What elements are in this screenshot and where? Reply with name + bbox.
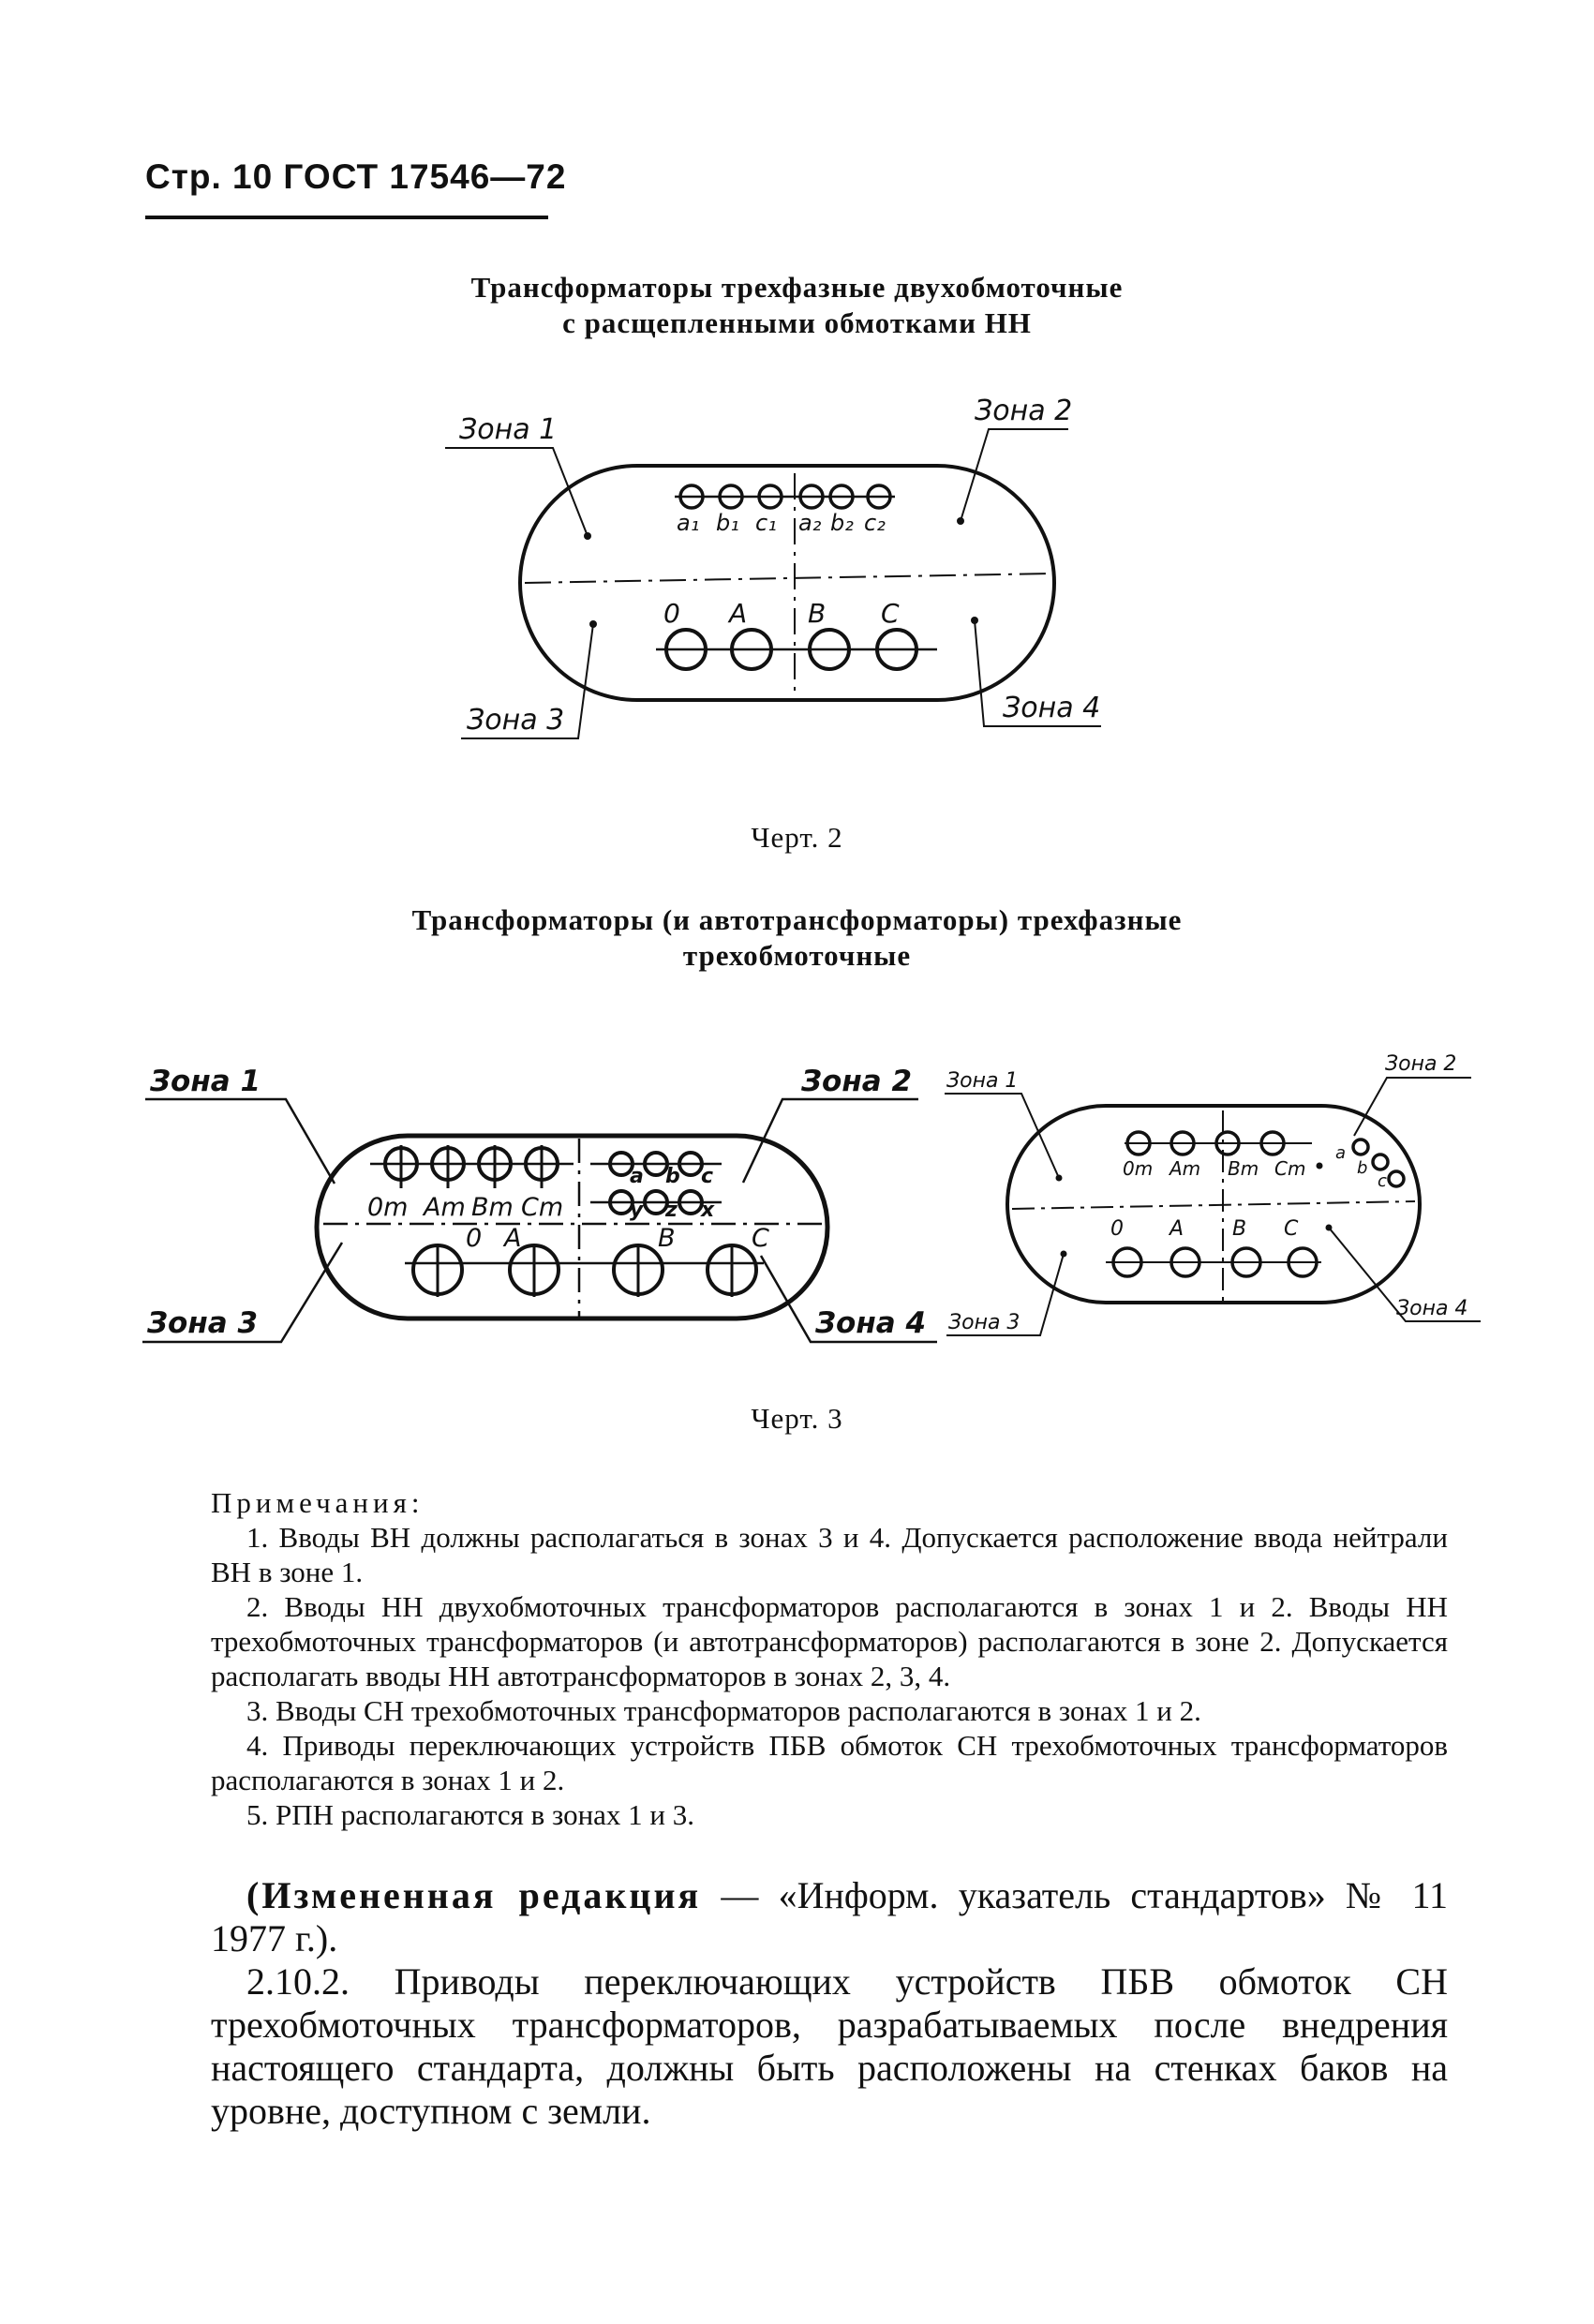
- label-b1-fig2: b₁: [716, 510, 739, 536]
- label-c1-fig2: c₁: [755, 510, 777, 536]
- label-0m-fig3-left: 0m: [367, 1193, 409, 1222]
- label-Bm-fig3-right: Bm: [1228, 1157, 1259, 1180]
- figure-2-caption: Черт. 2: [751, 821, 843, 854]
- label-Bm-fig3-left: Bm: [471, 1193, 514, 1222]
- note-1: 1. Вводы ВН должны располагаться в зонах 3 и 4. Допускается расположение ввода нейтрали ВН в зоне 1.: [211, 1521, 1448, 1588]
- note-5: 5. РПН располагаются в зонах 1 и 3.: [246, 1798, 695, 1831]
- zone3-label-fig3-right: Зона 3: [948, 1311, 1020, 1334]
- page-header: Стр. 10 ГОСТ 17546—72: [145, 157, 567, 196]
- section2-title-line2: трехобмоточные: [682, 939, 912, 972]
- label-C-fig3-right: C: [1284, 1217, 1299, 1241]
- label-Am-fig3-right: Am: [1169, 1157, 1201, 1180]
- zone1-label-fig3-left: Зона 1: [150, 1065, 261, 1098]
- zone2-label-fig3-right: Зона 2: [1385, 1052, 1457, 1076]
- label-Cm-fig3-right: Cm: [1274, 1157, 1306, 1180]
- zone2-label-fig3-left: Зона 2: [801, 1065, 913, 1098]
- note-3: 3. Вводы СН трехобмоточных трансформаторов располагаются в зонах 1 и 2.: [246, 1694, 1201, 1727]
- label-c-fig3-left: c: [701, 1165, 714, 1188]
- bushing-c-fig3-right: [1389, 1171, 1404, 1186]
- label-B-fig2: B: [808, 598, 827, 629]
- label-b-fig3-right: b: [1357, 1158, 1368, 1178]
- amendment-bold: (Измененная редакция: [246, 1874, 702, 1916]
- note-2: 2. Вводы НН двухобмоточных трансформаторов располагаются в зонах 1 и 2. Вводы НН трехобмоточных трансформаторов (и автотрансформаторов) располагаются в зоне 2. Допускается располагать вводы НН автотрансформаторов в зонах 2, 3, 4.: [211, 1590, 1448, 1692]
- figure-3-caption: Черт. 3: [751, 1402, 843, 1435]
- label-Cm-fig3-left: Cm: [521, 1193, 564, 1222]
- zone1-label-fig3-right: Зона 1: [946, 1069, 1019, 1093]
- section2-title-line1: Трансформаторы (и автотрансформаторы) трехфазные: [411, 903, 1183, 936]
- amendment-and-clause: [211, 1874, 1448, 2133]
- label-A-fig2: A: [729, 598, 748, 629]
- label-c2-fig2: c₂: [864, 510, 886, 536]
- section1-title-line1: Трансформаторы трехфазные двухобмоточные: [470, 271, 1124, 304]
- label-Am-fig3-left: Am: [424, 1193, 466, 1222]
- label-A-fig3-left: A: [504, 1224, 522, 1253]
- zone4-label-fig3-right: Зона 4: [1396, 1297, 1468, 1320]
- label-a-fig3-right: a: [1335, 1143, 1347, 1163]
- note-4: 4. Приводы переключающих устройств ПБВ обмоток СН трехобмоточных трансформаторов располагаются в зонах 1 и 2.: [211, 1729, 1448, 1796]
- label-0-fig3-left: 0: [466, 1224, 483, 1253]
- label-B-fig3-left: B: [658, 1224, 676, 1253]
- zone3-label-fig3-left: Зона 3: [147, 1306, 259, 1340]
- zone1-leader-fig3-left: [145, 1099, 335, 1184]
- label-a1-fig2: a₁: [677, 510, 700, 536]
- label-0m-fig3-right: 0m: [1123, 1157, 1154, 1180]
- label-c-fig3-right: c: [1378, 1171, 1387, 1191]
- label-a-fig3-left: a: [630, 1165, 644, 1188]
- notes-heading: Примечания:: [211, 1486, 425, 1519]
- label-y-fig3-left: y: [630, 1199, 644, 1222]
- label-0-fig2: 0: [663, 598, 680, 629]
- label-z-fig3-left: z: [665, 1199, 678, 1222]
- zone4-label-fig2: Зона 4: [1003, 692, 1101, 724]
- label-b-fig3-left: b: [665, 1165, 680, 1188]
- zone3-label-fig2: Зона 3: [467, 704, 565, 737]
- zone2-label-fig2: Зона 2: [975, 395, 1073, 427]
- notes-block: [211, 1485, 1448, 1832]
- label-x-fig3-left: x: [701, 1199, 715, 1222]
- zone1-leader-fig3-right: [945, 1094, 1059, 1178]
- clause-2-10-2: 2.10.2. Приводы переключающих устройств ПБВ обмоток СН трехобмоточных трансформаторов, разрабатываемых после внедрения настоящего стандарта, должны быть расположены на стенках баков на уровне, доступном с земли.: [211, 1960, 1448, 2132]
- label-a2-fig2: a₂: [798, 510, 822, 536]
- zone4-label-fig3-left: Зона 4: [815, 1306, 927, 1340]
- label-C-fig3-left: C: [752, 1224, 769, 1253]
- label-b2-fig2: b₂: [830, 510, 854, 536]
- label-0-fig3-right: 0: [1110, 1217, 1124, 1241]
- amendment-note: [211, 1874, 1448, 1960]
- label-C-fig2: C: [881, 598, 900, 629]
- zone2-leader-fig3-right: [1354, 1078, 1471, 1136]
- bushing-b-fig3-right: [1373, 1155, 1388, 1169]
- amendment-rest: — «Информ. указатель стандартов» № 11 1977 г.).: [211, 1874, 1449, 1959]
- section1-title-line2: с расщепленными обмотками НН: [562, 306, 1032, 339]
- bushing-a-fig3-right: [1353, 1140, 1368, 1155]
- zone1-label-fig2: Зона 1: [459, 413, 558, 446]
- label-A-fig3-right: A: [1169, 1217, 1184, 1241]
- label-B-fig3-right: B: [1232, 1217, 1247, 1241]
